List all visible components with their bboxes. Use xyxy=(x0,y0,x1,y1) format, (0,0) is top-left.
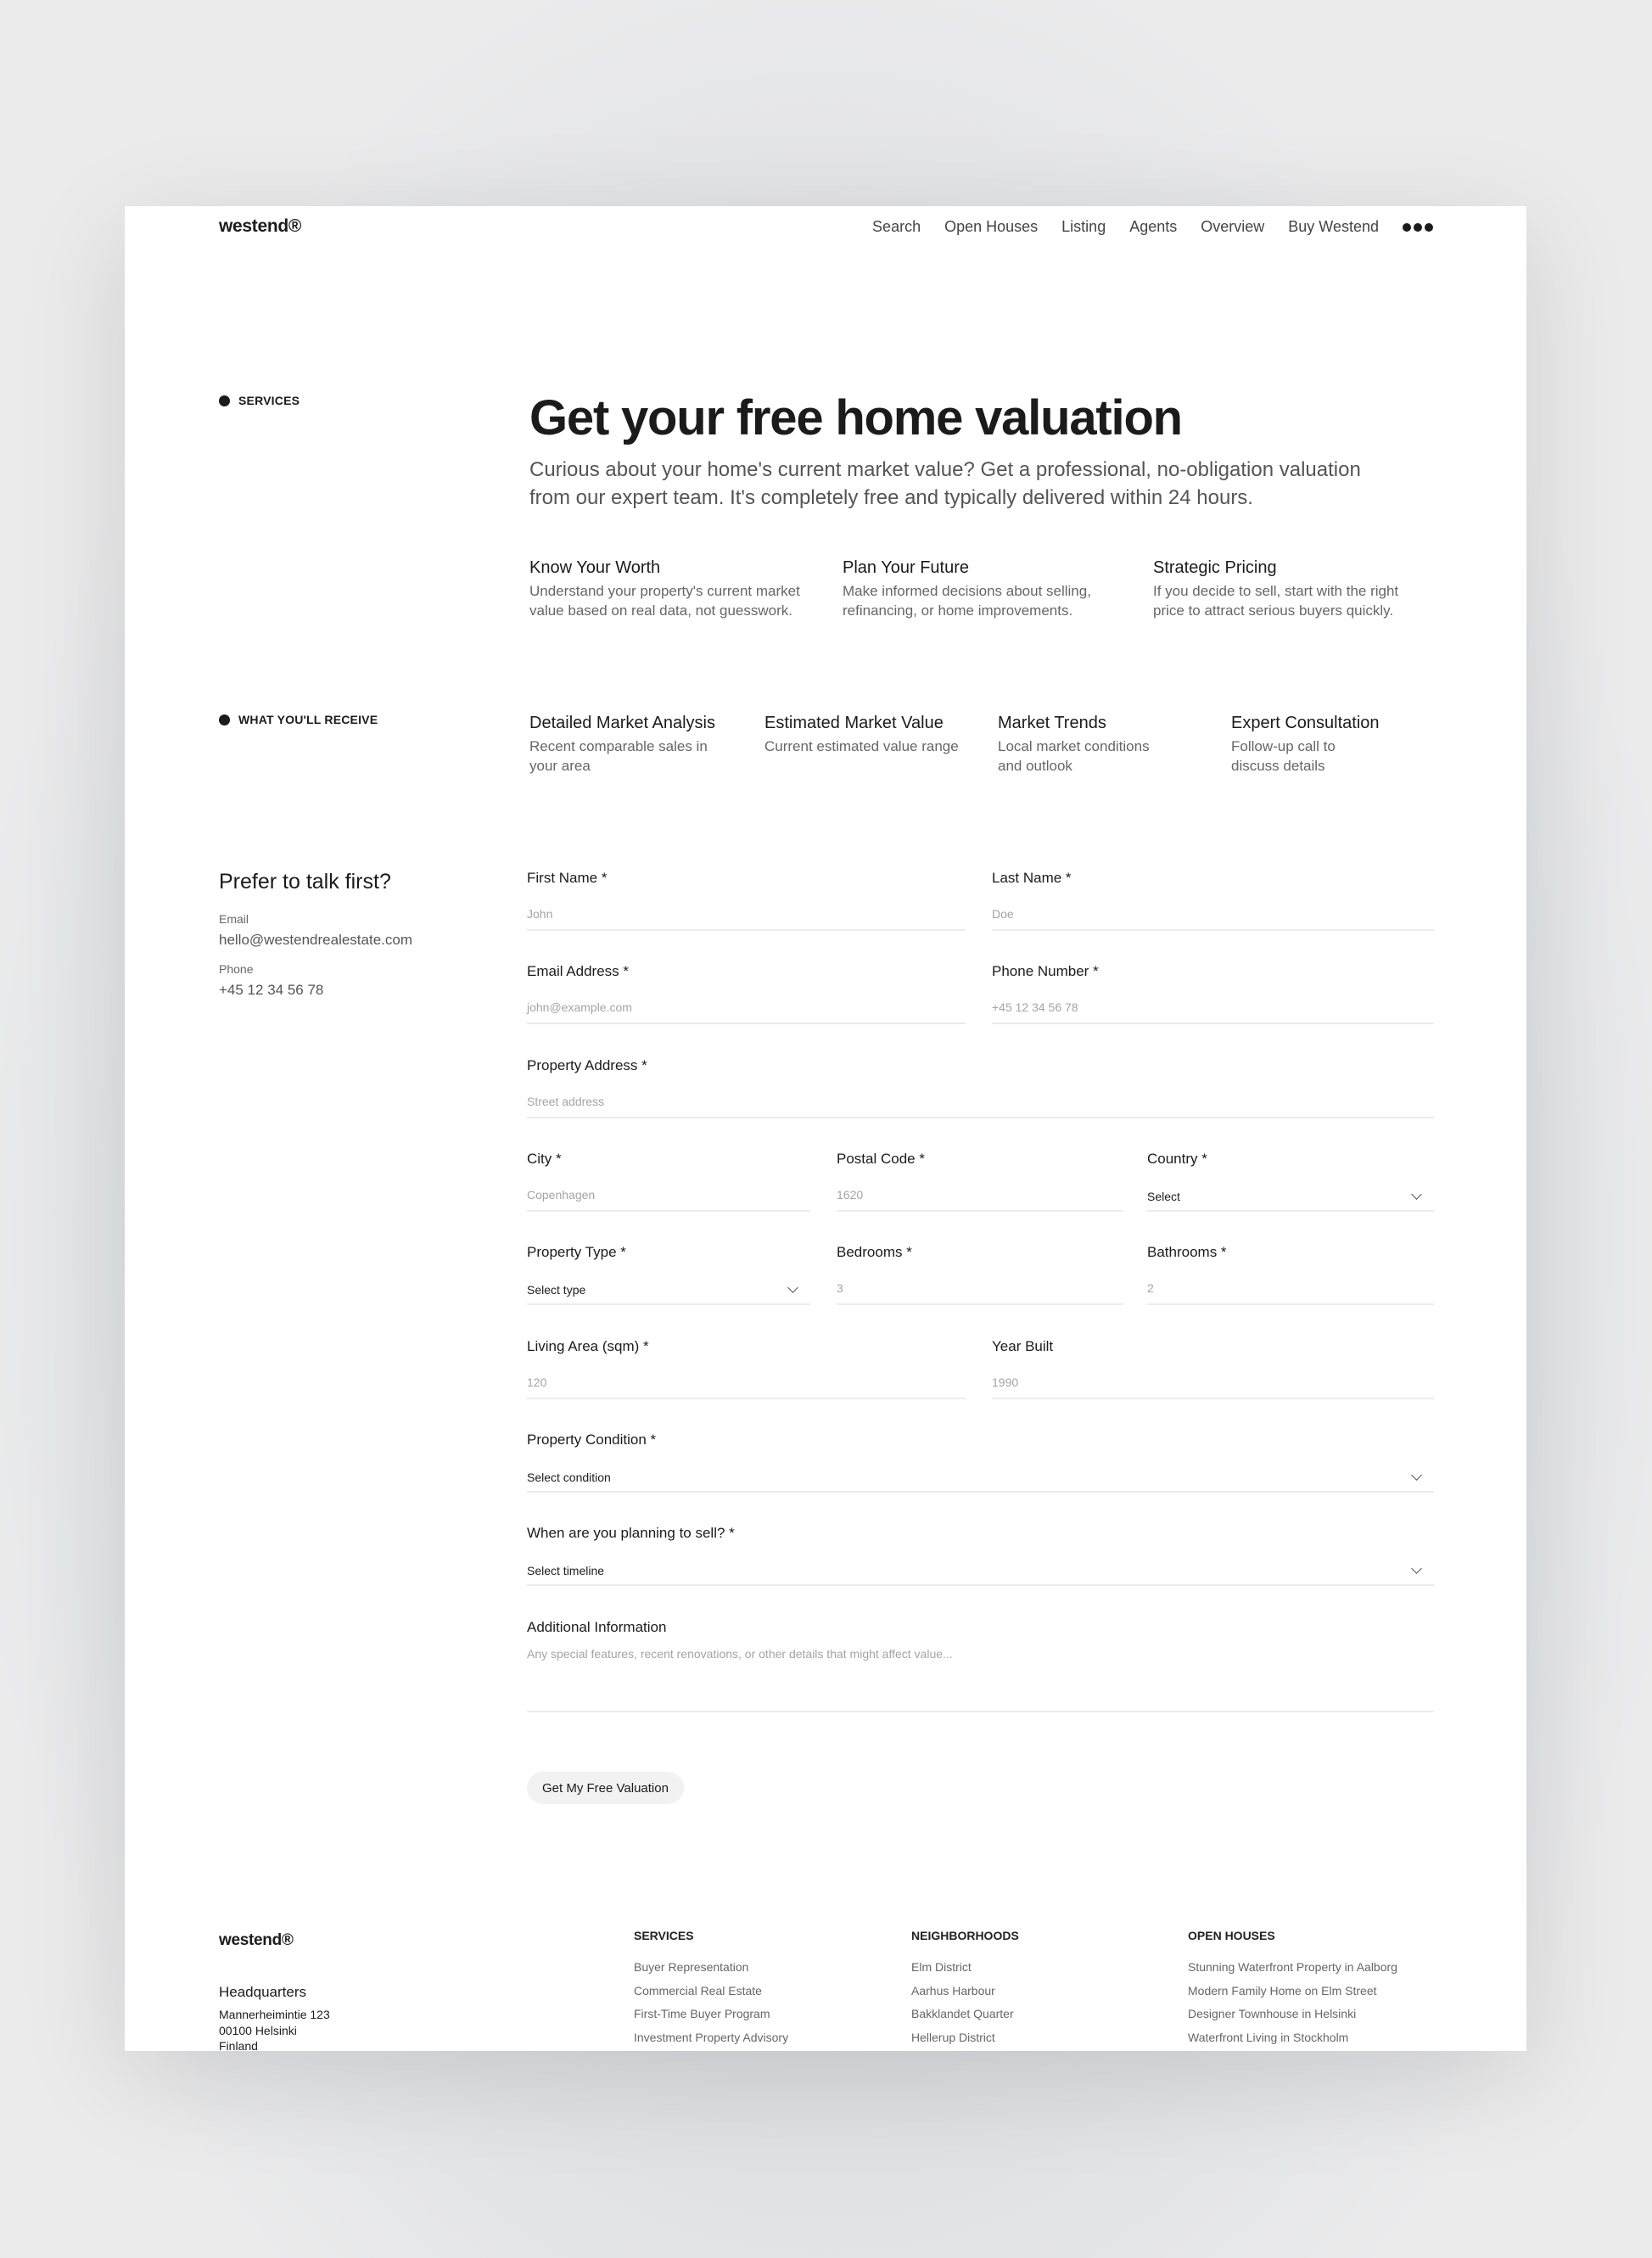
address-line: Finland xyxy=(219,2039,258,2051)
bathrooms-input[interactable]: 2 xyxy=(1147,1281,1154,1295)
contact-phone-link[interactable]: +45 12 34 56 78 xyxy=(219,982,324,998)
field-underline xyxy=(992,1398,1434,1399)
email-input[interactable]: john@example.com xyxy=(527,1000,632,1014)
receive-desc: Local market conditions and outlook xyxy=(998,738,1150,774)
first_name-input[interactable]: John xyxy=(527,907,553,921)
field-underline xyxy=(837,1210,1123,1212)
feature-item xyxy=(529,558,818,620)
field-underline xyxy=(527,1584,1434,1586)
feature-item xyxy=(843,558,1123,620)
timeline-label: When are you planning to sell? * xyxy=(527,1525,735,1541)
page-card xyxy=(125,206,1526,2051)
chevron-down-icon xyxy=(1411,1563,1422,1574)
tag-label: SERVICES xyxy=(238,394,300,407)
phone-input[interactable]: +45 12 34 56 78 xyxy=(992,1000,1078,1014)
condition-select[interactable] xyxy=(527,1469,1434,1486)
feature-title: Plan Your Future xyxy=(843,558,969,577)
bullet-icon xyxy=(219,395,230,406)
area-label: Living Area (sqm) * xyxy=(527,1338,649,1354)
chevron-down-icon xyxy=(1411,1470,1422,1481)
receive-item xyxy=(529,714,725,776)
field-underline xyxy=(527,1210,810,1212)
type-value: Select type xyxy=(527,1283,586,1297)
page-title: Get your free home valuation xyxy=(529,390,1182,445)
address-line: Mannerheimintie 123 xyxy=(219,2008,330,2021)
receive-desc: Current estimated value range xyxy=(764,738,959,754)
receive-item xyxy=(764,714,977,756)
field-underline xyxy=(527,929,966,931)
area-input[interactable]: 120 xyxy=(527,1376,547,1389)
field-underline xyxy=(992,929,1434,931)
bullet-icon xyxy=(219,714,230,726)
nav-open-houses[interactable]: Open Houses xyxy=(944,218,1039,235)
nav-agents[interactable]: Agents xyxy=(1129,218,1178,235)
main-nav xyxy=(872,218,1433,236)
brand-logo[interactable]: westend® xyxy=(219,216,302,236)
services-tag xyxy=(219,394,300,407)
address-input[interactable]: Street address xyxy=(527,1095,605,1108)
timeline-value: Select timeline xyxy=(527,1564,605,1577)
nav-search[interactable]: Search xyxy=(872,218,921,235)
first_name-label: First Name * xyxy=(527,870,608,886)
field-underline xyxy=(992,1023,1434,1024)
condition-value: Select condition xyxy=(527,1471,611,1484)
year-label: Year Built xyxy=(992,1338,1054,1354)
hq-title: Headquarters xyxy=(219,1984,307,2000)
field-underline xyxy=(527,1711,1434,1712)
type-select[interactable] xyxy=(527,1281,810,1298)
address-label: Property Address * xyxy=(527,1057,647,1073)
last_name-label: Last Name * xyxy=(992,870,1072,886)
receive-title: Expert Consultation xyxy=(1231,714,1380,732)
field-underline xyxy=(527,1303,810,1305)
year-input[interactable]: 1990 xyxy=(992,1376,1019,1389)
field-underline xyxy=(527,1398,966,1399)
receive-desc: Recent comparable sales in your area xyxy=(529,738,708,774)
timeline-select[interactable] xyxy=(527,1562,1434,1579)
city-label: City * xyxy=(527,1151,562,1167)
receive-title: Market Trends xyxy=(998,714,1106,732)
postal-input[interactable]: 1620 xyxy=(837,1188,864,1202)
field-underline xyxy=(527,1023,966,1024)
more-dots-icon[interactable] xyxy=(1403,223,1433,232)
footer-link[interactable]: Elm District xyxy=(911,1960,972,1974)
receive-title: Detailed Market Analysis xyxy=(529,714,715,732)
condition-label: Property Condition * xyxy=(527,1432,657,1448)
receive-desc: Follow-up call to discuss details xyxy=(1231,738,1336,774)
footer-link[interactable]: Commercial Real Estate xyxy=(634,1983,762,1997)
footer-link[interactable]: Buyer Representation xyxy=(634,1960,749,1974)
field-underline xyxy=(837,1303,1123,1305)
footer-col-title: SERVICES xyxy=(634,1929,694,1942)
receive-tag xyxy=(219,713,378,726)
footer-col-title: NEIGHBORHOODS xyxy=(911,1929,1019,1942)
chevron-down-icon xyxy=(1411,1189,1422,1200)
nav-listing[interactable]: Listing xyxy=(1061,218,1106,235)
submit-button[interactable]: Get My Free Valuation xyxy=(527,1772,684,1804)
contact-email-link[interactable]: hello@westendrealestate.com xyxy=(219,932,412,948)
footer-logo[interactable]: westend® xyxy=(219,1931,294,1949)
contact-title: Prefer to talk first? xyxy=(219,870,391,894)
footer-link[interactable]: First-Time Buyer Program xyxy=(634,2007,770,2021)
bathrooms-label: Bathrooms * xyxy=(1147,1244,1227,1260)
country-select[interactable] xyxy=(1147,1188,1434,1205)
footer-link[interactable]: Aarhus Harbour xyxy=(911,1983,995,1997)
type-label: Property Type * xyxy=(527,1244,626,1260)
bedrooms-input[interactable]: 3 xyxy=(837,1281,843,1295)
field-underline xyxy=(1147,1210,1434,1212)
feature-desc: Make informed decisions about selling, refinancing, or home improvements. xyxy=(843,583,1091,619)
nav-overview[interactable]: Overview xyxy=(1201,218,1265,235)
feature-desc: Understand your property's current market value based on real data, not guesswork. xyxy=(529,583,800,619)
tag-label: WHAT YOU'LL RECEIVE xyxy=(238,713,378,726)
contact-phone-label: Phone xyxy=(219,962,254,976)
info-label: Additional Information xyxy=(527,1619,667,1635)
feature-item xyxy=(1153,558,1433,620)
page-subtitle: Curious about your home's current market value? Get a professional, no-obligation valuation from our expert team. It's completely free and typically delivered within 24 hours. xyxy=(529,458,1361,509)
receive-item xyxy=(998,714,1168,776)
city-input[interactable]: Copenhagen xyxy=(527,1188,596,1202)
country-value: Select xyxy=(1147,1190,1180,1203)
last_name-input[interactable]: Doe xyxy=(992,907,1014,921)
address-line: 00100 Helsinki xyxy=(219,2023,297,2037)
footer-link[interactable]: Designer Townhouse in Helsinki xyxy=(1188,2007,1357,2021)
footer-link[interactable]: Waterfront Living in Stockholm xyxy=(1188,2031,1349,2045)
footer-link[interactable]: Bakklandet Quarter xyxy=(911,2007,1014,2021)
footer-link[interactable]: Stunning Waterfront Property in Aalborg xyxy=(1188,1960,1397,1974)
receive-item xyxy=(1231,714,1384,776)
hq-address xyxy=(219,2007,330,2051)
chevron-down-icon xyxy=(787,1282,798,1293)
receive-title: Estimated Market Value xyxy=(764,714,944,732)
field-underline xyxy=(527,1491,1434,1493)
country-label: Country * xyxy=(1147,1151,1207,1167)
phone-label: Phone Number * xyxy=(992,963,1099,979)
feature-desc: If you decide to sell, start with the right price to attract serious buyers quickly. xyxy=(1153,583,1399,619)
footer-link[interactable]: Hellerup District xyxy=(911,2031,995,2045)
feature-title: Strategic Pricing xyxy=(1153,558,1277,577)
email-label: Email Address * xyxy=(527,963,629,979)
info-textarea[interactable]: Any special features, recent renovations, or other details that might affect value... xyxy=(527,1647,953,1661)
nav-buy-westend[interactable]: Buy Westend xyxy=(1288,218,1379,235)
feature-title: Know Your Worth xyxy=(529,558,661,577)
footer-link[interactable]: Investment Property Advisory xyxy=(634,2031,789,2045)
contact-email-label: Email xyxy=(219,912,249,926)
footer-link[interactable]: Modern Family Home on Elm Street xyxy=(1188,1983,1377,1997)
field-underline xyxy=(1147,1303,1434,1305)
field-underline xyxy=(527,1117,1434,1118)
postal-label: Postal Code * xyxy=(837,1151,925,1167)
footer-col-title: OPEN HOUSES xyxy=(1188,1929,1275,1942)
bedrooms-label: Bedrooms * xyxy=(837,1244,912,1260)
